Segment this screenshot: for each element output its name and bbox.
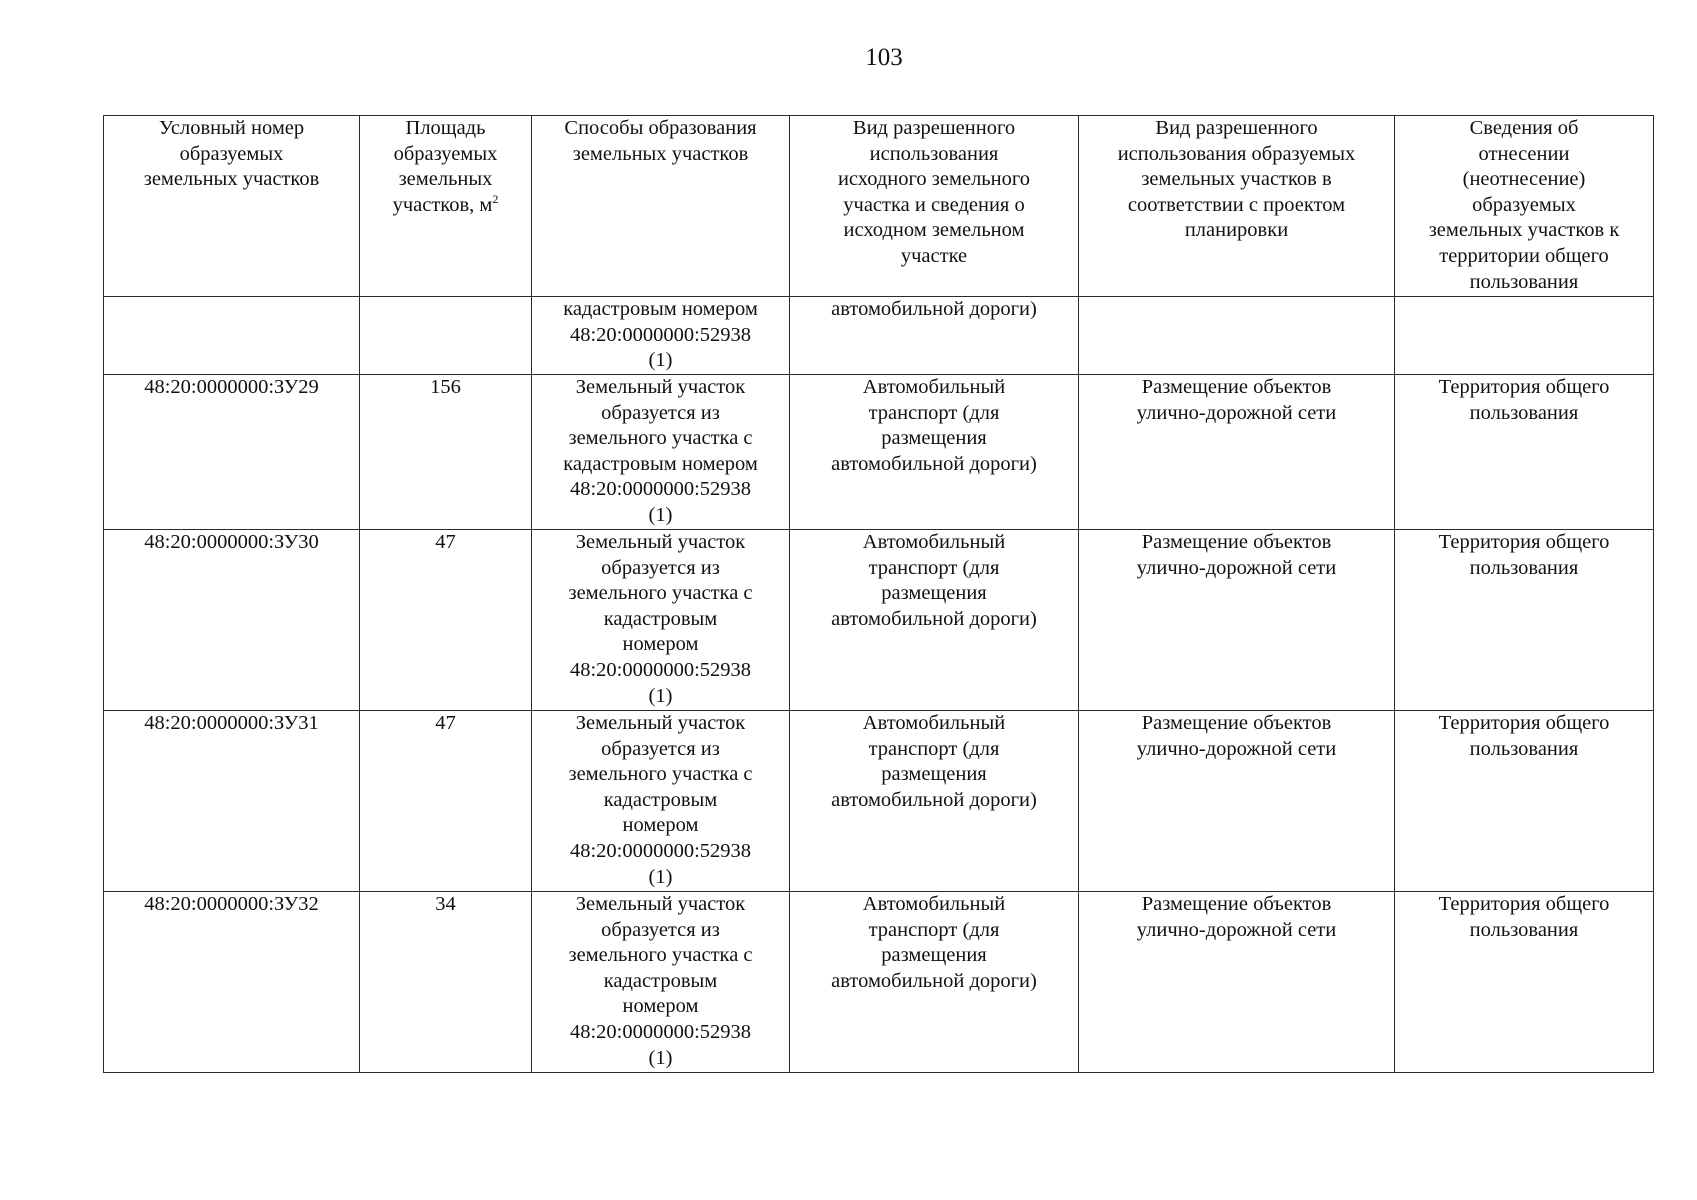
cell-planned-use: Размещение объектов улично-дорожной сети [1079,375,1395,530]
cell-plot-area: 47 [360,530,532,711]
cell-planned-use: Размещение объектов улично-дорожной сети [1079,892,1395,1073]
cell-source-use: Автомобильный транспорт (для размещения автомобильной дороги) [790,892,1079,1073]
cell-planned-use: Размещение объектов улично-дорожной сети [1079,711,1395,892]
cell-public-territory: Территория общего пользования [1395,711,1654,892]
table-row [104,375,1654,530]
header-planned-use: Вид разрешенного использования образуемых земельных участков в соответствии с проектом планировки [1079,116,1395,297]
header-formation-method: Способы образования земельных участков [532,116,790,297]
cell-plot-area [360,297,532,375]
cell-public-territory: Территория общего пользования [1395,530,1654,711]
cell-source-use: Автомобильный транспорт (для размещения автомобильной дороги) [790,375,1079,530]
cell-plot-number: 48:20:0000000:ЗУ29 [104,375,360,530]
header-plot-area: Площадь образуемых земельных участков, $м^2$ [360,116,532,297]
cell-planned-use: Размещение объектов улично-дорожной сети [1079,530,1395,711]
header-public-territory: Сведения об отнесении (неотнесение) образуемых земельных участков к территории общего пользования [1395,116,1654,297]
cell-plot-area: 156 [360,375,532,530]
cell-formation-method: Земельный участок образуется из земельного участка с кадастровым номером 48:20:0000000:52938 (1) [532,375,790,530]
cell-planned-use [1079,297,1395,375]
cell-source-use: автомобильной дороги) [790,297,1079,375]
cell-plot-area: 47 [360,711,532,892]
cell-plot-number [104,297,360,375]
cell-formation-method: кадастровым номером 48:20:0000000:52938 (1) [532,297,790,375]
cell-formation-method: Земельный участок образуется из земельного участка с кадастровым номером 48:20:0000000:52938 (1) [532,530,790,711]
table-row [104,892,1654,1073]
area-unit-superscript: 2 [492,191,499,206]
cell-source-use: Автомобильный транспорт (для размещения автомобильной дороги) [790,530,1079,711]
cell-plot-number: 48:20:0000000:ЗУ32 [104,892,360,1073]
cell-plot-number: 48:20:0000000:ЗУ30 [104,530,360,711]
cell-public-territory [1395,297,1654,375]
header-plot-number: Условный номер образуемых земельных участков [104,116,360,297]
table-row [104,711,1654,892]
cell-plot-number: 48:20:0000000:ЗУ31 [104,711,360,892]
cell-formation-method: Земельный участок образуется из земельного участка с кадастровым номером 48:20:0000000:52938 (1) [532,892,790,1073]
table-row [104,530,1654,711]
cell-public-territory: Территория общего пользования [1395,375,1654,530]
table-header-row [104,116,1654,297]
cell-source-use: Автомобильный транспорт (для размещения автомобильной дороги) [790,711,1079,892]
page-number: 103 [865,44,903,71]
table-row-continuation [104,297,1654,375]
cell-formation-method: Земельный участок образуется из земельного участка с кадастровым номером 48:20:0000000:52938 (1) [532,711,790,892]
cell-public-territory: Территория общего пользования [1395,892,1654,1073]
cell-plot-area: 34 [360,892,532,1073]
header-source-use: Вид разрешенного использования исходного земельного участка и сведения о исходном земельном участке [790,116,1079,297]
land-plots-table [103,115,1654,1073]
